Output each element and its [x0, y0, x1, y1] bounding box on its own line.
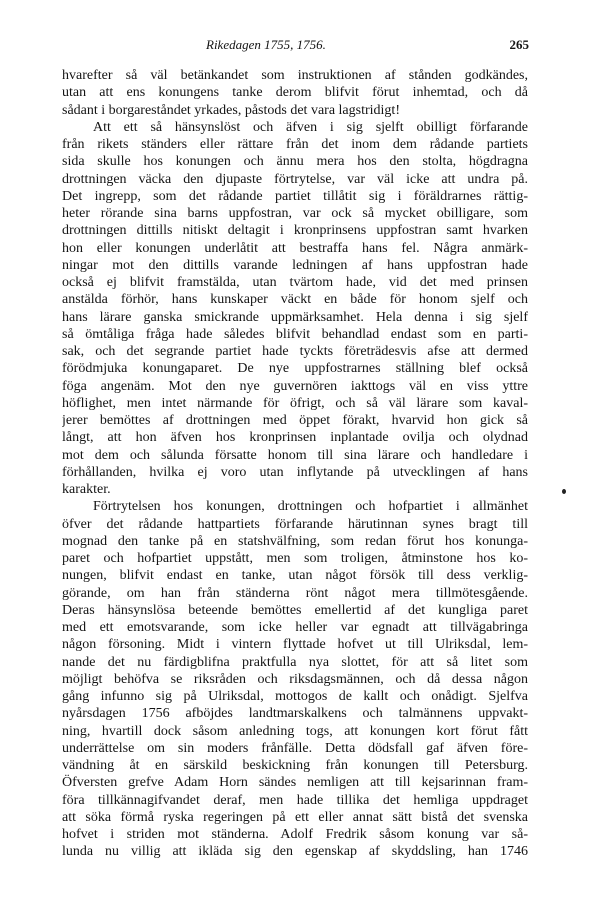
text-line: heter rörande sina barns uppfostran, var ock så mycket obilligare, som — [62, 206, 528, 221]
text-line: görande, om han från ständerna rönt något mera tillmötesgående. — [62, 585, 528, 601]
text-line: sådant i borgareståndet yrkades, påstods det vara lagstridigt! — [62, 102, 400, 118]
text-line: nyårsdagen 1756 afböjdes landtmarskalkens och talmännens uppvakt- — [62, 706, 528, 722]
text-line: utan att ens konungens tanke derom blifvit förut inhemtad, och då — [62, 85, 528, 101]
text-line: höflighet, men intet närmande för öfrigt, och så väl lärare som kaval- — [62, 395, 528, 411]
text-line: drottningen dittills nitiskt deltagit i kronprinsens uppfostran samt hvarken — [62, 223, 528, 239]
running-title: Rikedagen 1755, 1756. — [206, 37, 326, 52]
paragraph — [62, 119, 528, 499]
text-line: ningar mot den dittills varande ledningen af hans uppfostran hade — [62, 257, 528, 273]
text-line: Att ett så hänsynslöst och äfven i sig sjelft obilligt förfarande — [93, 119, 528, 135]
text-line: vändning åt en särskild beskickning från konungen till Petersburg. — [62, 758, 528, 773]
text-line: gång infunno sig på Ulriksdal, mottogos de kallt och onådigt. Sjelfva — [62, 689, 528, 704]
text-line: sida skulle hos konungen och ännu mera hos den stolta, högdragna — [62, 154, 528, 170]
text-line: möjligt behöfva se riksråden och riksdagsmännen, och då dessa någon — [62, 671, 528, 687]
text-line: Förtrytelsen hos konungen, drottningen och hofpartiet i allmänhet — [93, 499, 528, 515]
paragraph — [62, 498, 528, 860]
text-line: förhållanden, hvilka ej voro utan inflytande på utvecklingen af hans — [62, 464, 528, 480]
text-line: Det ingrepp, som det rådande partiet tillåtit sig i föräldrarnes rättig- — [62, 188, 528, 204]
text-line: nande det nu färdigblifna praktfulla nya slottet, för att så litet som — [62, 654, 528, 670]
text-line: någon försoning. Midt i vintern flyttade hofvet ut till Ulriksdal, lem- — [62, 637, 528, 653]
margin-dot-mark — [562, 489, 566, 494]
text-line: Öfversten grefve Adam Horn sändes nemligen att till kejsarinnan fram- — [62, 775, 528, 791]
text-line: att söka förmå ryska regeringen på ett eller annat sätt bistå det svenska — [62, 809, 528, 825]
text-line: föga angenäm. Mot den nye guvernören iakttogs väl en viss yttre — [62, 378, 528, 394]
text-line: också ej blifvit framstälda, utan tvärtom hade, vid det med prinsen — [62, 275, 528, 290]
text-line: mot dem och sålunda försatte honom till sina lärare och handledare i — [62, 447, 528, 463]
text-line: föra tillkännagifvandet deraf, men hade tillika det hemliga uppdraget — [62, 792, 528, 808]
text-line: sak, och det segrande partiet hade tyckts företrädesvis afse att dermed — [62, 344, 528, 359]
text-line: anstälda förhör, hans kunskaper väckt en både för honom sjelf och — [62, 292, 528, 308]
text-line: karakter. — [62, 482, 111, 497]
text-line: hofvet i striden mot ständerna. Adolf Fredrik såsom konung var så- — [62, 827, 528, 842]
body-text — [62, 67, 528, 861]
text-line: jerer bemöttes af drottningen med öppet förakt, hvarvid hon gick så — [62, 413, 528, 428]
text-line: drottningen väcka den djupaste förtrytelse, var väl icke att undra på. — [62, 171, 528, 187]
text-line: underrättelse om sin moders frånfälle. Detta dödsfall gaf äfven före- — [62, 740, 528, 756]
text-line: från rikets ständers eller rättare från det inom dem rådande partiets — [62, 137, 528, 152]
text-line: ning, hvartill dock såsom anledning togs, att konungen kort förut fått — [62, 723, 528, 739]
text-line: paret och hofpartiet uppstått, men som troligen, åtminstone hos ko- — [62, 551, 528, 566]
text-line: så ömtåliga fråga hade således blifvit behandlad endast som en parti- — [62, 326, 528, 342]
page-number: 265 — [509, 37, 529, 52]
text-line: hvarefter så väl betänkandet som instruktionen af stånden godkändes, — [62, 68, 528, 83]
text-line: lunda nu villig att ikläda sig den egenskap af skyddsling, han 1746 — [62, 844, 528, 860]
text-line: Deras hänsynslösa beteende bemöttes emellertid af det kungliga paret — [62, 602, 528, 618]
text-line: öfver det rådande hattpartiets förfarande härutinnan synes bragt till — [62, 516, 528, 532]
text-line: nungen, blifvit endast en tanke, utan något försök till dess verklig- — [62, 568, 528, 584]
text-line: långt, att hon äfven hos kronprinsen inplantade ovilja och olydnad — [62, 430, 528, 446]
text-line: hon eller konungen underlåtit att bestraffa hans fel. Några anmärk- — [62, 240, 528, 256]
text-line: hans lärare ganska smickrande uppmärksamhet. Hela denna i sig sjelf — [62, 309, 528, 325]
paragraph — [62, 67, 528, 119]
text-line: förödmjuka konungaparet. De nye uppfostrarnes ställning blef också — [62, 361, 528, 377]
text-line: mognad den tanke på en statshvälfning, som redan förut hos konunga- — [62, 533, 528, 549]
text-line: med ett emotsvarande, som icke heller var egnadt att tillvägabringa — [62, 620, 528, 635]
